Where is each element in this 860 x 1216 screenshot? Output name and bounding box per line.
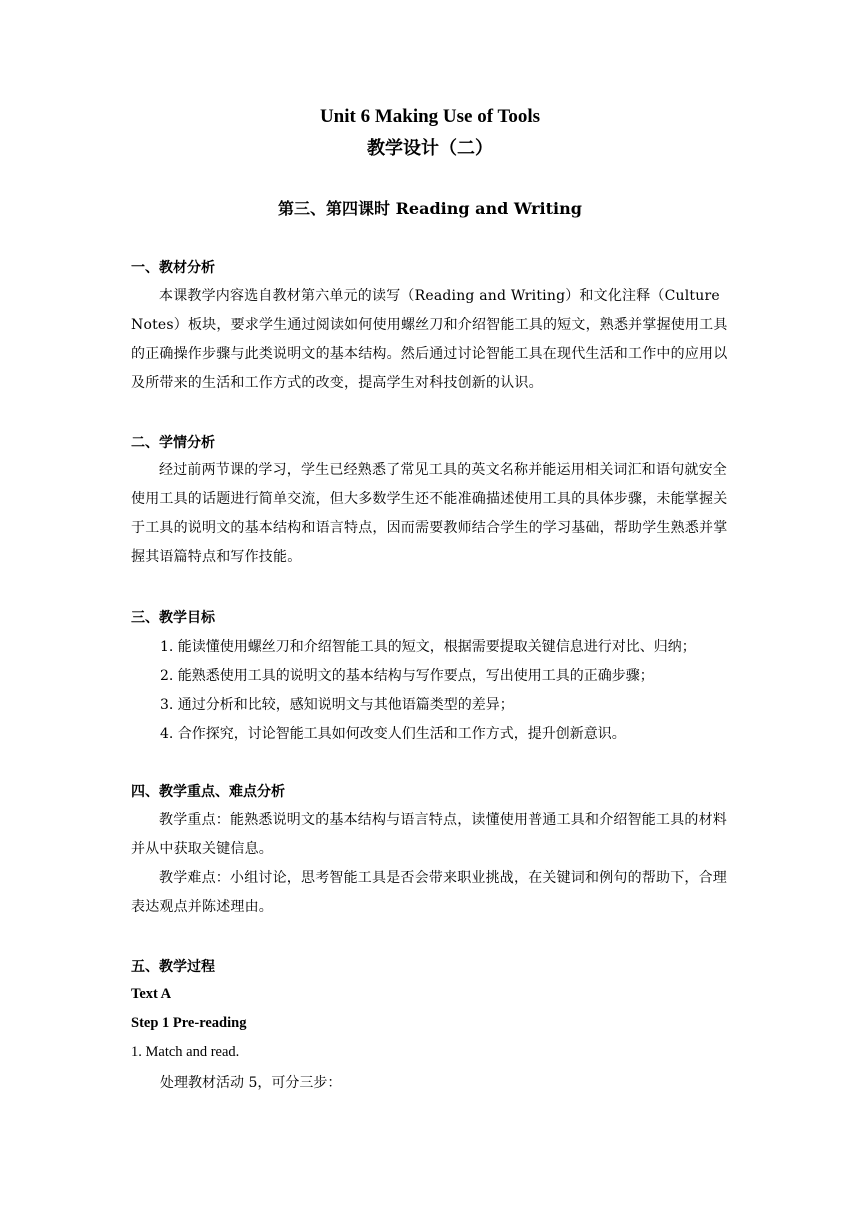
paragraph-textbook-analysis: 本课教学内容选自教材第六单元的读写（Reading and Writing）和文化注释（Culture Notes）板块，要求学生通过阅读如何使用螺丝刀和介绍智能工具的短文，熟悉并掌握使用工具的正确操作步骤与此类说明文的基本结构。然后通过讨论智能工具在现代生活和工作中的应用以 及所带来的生活和工作方式的改变，提高学生对科技创新的认识。: [131, 288, 728, 391]
paragraph-learner-analysis: 经过前两节课的学习，学生已经熟悉了常见工具的英文名称并能运用相关词汇和语句就安全使用工具的话题进行简单交流，但大多数学生还不能准确描述使用工具的具体步骤，未能掌握关于工具的说明文的基本结构和语言特点，因而需要教师结合学生的学习基础，帮助学生熟悉并掌握其语篇特点和写作技能。: [131, 462, 728, 565]
lesson-subtitle: 第三、第四课时 Reading and Writing: [278, 199, 582, 218]
objective-item-3: 3. 通过分析和比较，感知说明文与其他语篇类型的差异；: [160, 697, 514, 713]
objective-item-2: 2. 能熟悉使用工具的说明文的基本结构与写作要点，写出使用工具的正确步骤；: [160, 668, 654, 684]
paragraph-teaching-focus: 教学重点：能熟悉说明文的基本结构与语言特点，读懂使用普通工具和介绍智能工具的材料并从中获取关键信息。: [131, 812, 727, 857]
section-heading-key-points: 四、教学重点、难点分析: [131, 784, 285, 800]
objective-item-1: 1. 能读懂使用螺丝刀和介绍智能工具的短文，根据需要提取关键信息进行对比、归纳；: [160, 639, 696, 655]
step-1-label: Step 1 Pre-reading: [131, 1015, 247, 1031]
section-heading-learner-analysis: 二、学情分析: [131, 435, 215, 451]
paragraph-teaching-difficulty: 教学难点：小组讨论，思考智能工具是否会带来职业挑战，在关键词和例句的帮助下，合理表达观点并陈述理由。: [131, 870, 727, 915]
section-heading-teaching-objectives: 三、教学目标: [131, 610, 215, 626]
objective-item-4: 4. 合作探究，讨论智能工具如何改变人们生活和工作方式，提升创新意识。: [160, 726, 626, 742]
section-heading-teaching-process: 五、教学过程: [131, 959, 215, 975]
document-title-chinese: 教学设计（二）: [367, 138, 493, 159]
activity-instruction: 处理教材活动 5，可分三步：: [160, 1075, 342, 1091]
section-heading-textbook-analysis: 一、教材分析: [131, 260, 215, 276]
text-a-label: Text A: [131, 986, 172, 1002]
document-title-english: Unit 6 Making Use of Tools: [319, 106, 541, 127]
match-and-read-item: 1. Match and read.: [131, 1044, 240, 1060]
